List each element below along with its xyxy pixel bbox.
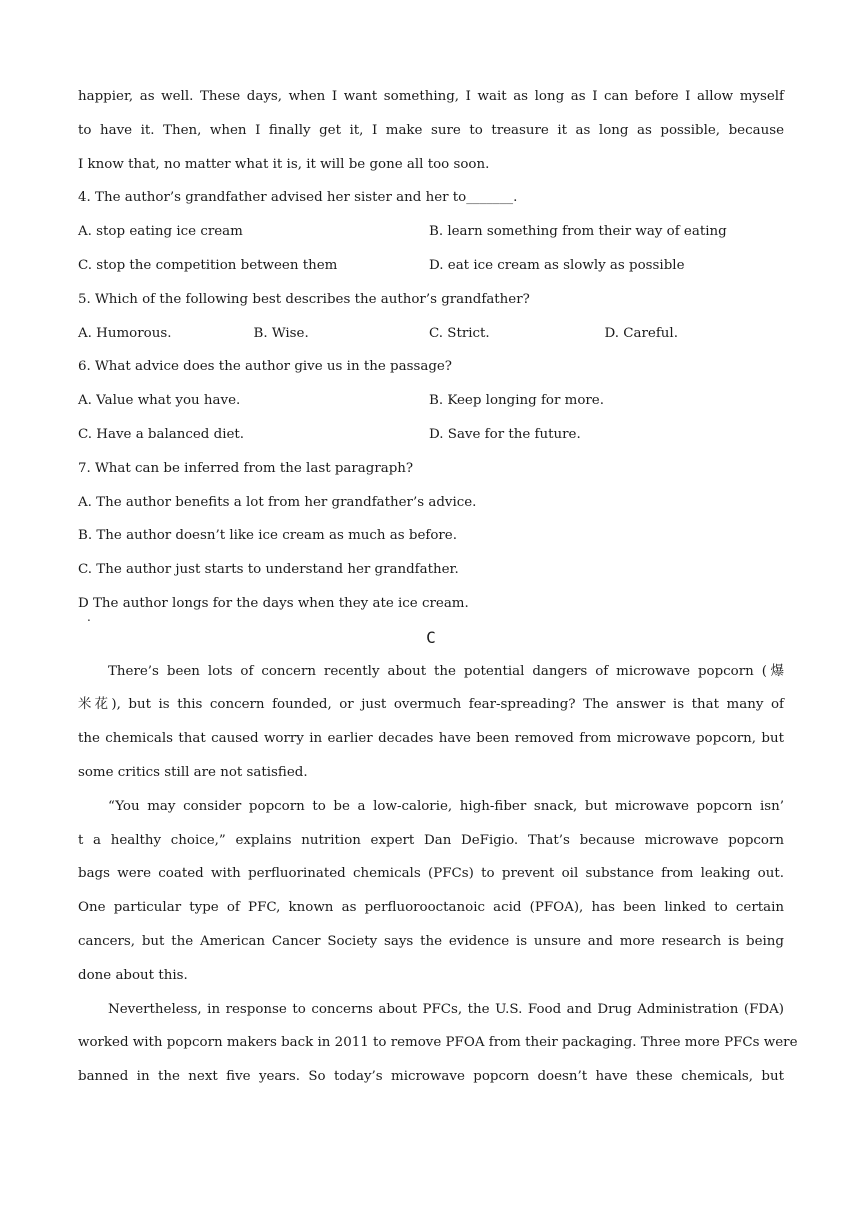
passage-line: I know that, no matter what it is, it will be gone all too soon. [78,156,490,172]
question-4-options-row-1 [78,219,784,253]
paragraph-2-line: t a healthy choice,” explains nutrition expert Dan DeFigio. That’s because microwave popcorn [78,832,784,848]
question-6-option-a: A. Value what you have. [78,393,241,409]
question-5-options-row [78,321,784,355]
question-6-options-row-2 [78,422,784,456]
question-7-stem: 7. What can be inferred from the last paragraph? [78,460,414,476]
question-7-option-b: B. The author doesn’t like ice cream as much as before. [78,528,457,544]
passage-line: happier, as well. These days, when I want something, I wait as long as I can before I allow myself [78,89,784,104]
question-7-option-a: A. The author benefits a lot from her grandfather’s advice. [78,494,477,510]
paragraph-1-line: some critics still are not satisfied. [78,764,308,780]
paragraph-2-line: done about this. [78,967,188,983]
question-6-option-b: B. Keep longing for more. [429,393,604,409]
paragraph-3-line: banned in the next five years. So today’s microwave popcorn doesn’t have these chemicals, but [78,1069,784,1085]
question-4-stem: 4. The author’s grandfather advised her sister and her to_______. [78,190,518,206]
paragraph-1-line: the chemicals that caused worry in earlier decades have been removed from microwave popcorn, but [78,731,784,747]
question-4-option-d: D. eat ice cream as slowly as possible [429,257,685,273]
document-page [78,84,798,1098]
question-5-option-a: A. Humorous. [78,325,172,341]
question-4-option-c: C. stop the competition between them [78,257,338,273]
paragraph-2-line: bags were coated with perfluorinated chemicals (PFCs) to prevent oil substance from leaking out. [78,866,784,882]
paragraph-3-line: Nevertheless, in response to concerns about PFCs, the U.S. Food and Drug Administration (FDA) [108,1001,784,1017]
question-5-stem: 5. Which of the following best describes the author’s grandfather? [78,291,530,307]
question-7-option-d: D The author longs for the days when they ate ice cream. [78,595,469,611]
paragraph-2-line: cancers, but the American Cancer Society says the evidence is unsure and more research is being [78,933,784,949]
question-7-option-c: C. The author just starts to understand her grandfather. [78,562,459,578]
paragraph-2-line: One particular type of PFC, known as perfluorooctanoic acid (PFOA), has been linked to certain [78,900,784,916]
question-4-option-b: B. learn something from their way of eating [429,224,727,240]
question-6-option-c: C. Have a balanced diet. [78,426,245,442]
question-6-stem: 6. What advice does the author give us in the passage? [78,359,452,375]
question-4-options-row-2 [78,253,784,287]
question-6-options-row-1 [78,388,784,422]
section-heading: C [426,627,436,647]
question-5-option-d: D. Careful. [604,325,678,341]
question-6-option-d: D. Save for the future. [429,426,581,442]
paragraph-3-line: worked with popcorn makers back in 2011 to remove PFOA from their packaging. Three more PFCs were [78,1035,798,1051]
question-5-option-c: C. Strict. [429,325,490,341]
question-7-option-d-dot: . [87,609,91,624]
question-7-option-d-line [78,591,784,625]
paragraph-1-line: There’s been lots of concern recently about the potential dangers of microwave popcorn (爆 [108,663,784,679]
question-5-option-b: B. Wise. [253,325,309,341]
passage-line: to have it. Then, when I finally get it, I make sure to treasure it as long as possible, because [78,122,784,138]
paragraph-1-line: 米花), but is this concern founded, or just overmuch fear-spreading? The answer is that many of [78,697,784,713]
question-4-option-a: A. stop eating ice cream [78,224,243,240]
paragraph-2-line: “You may consider popcorn to be a low-calorie, high-fiber snack, but microwave popcorn isn’ [108,798,784,814]
